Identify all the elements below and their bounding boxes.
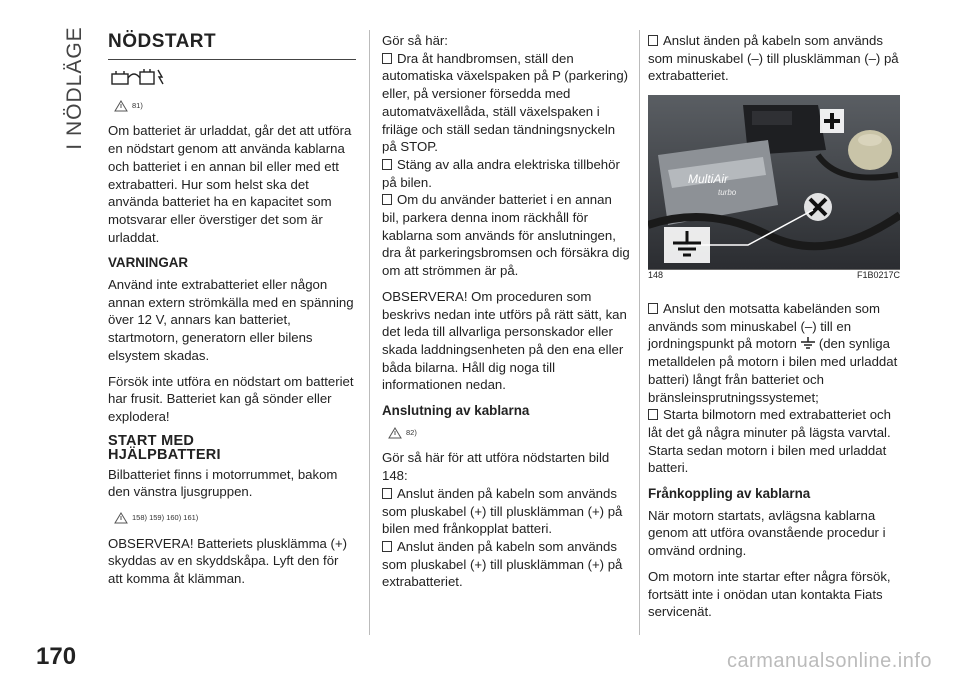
figure-brand-sub: turbo	[718, 188, 737, 197]
observera-paragraph: OBSERVERA! Batteriets plusklämma (+) skyddas av en skyddskåpa. Lyft den för att komma åt klämman.	[108, 535, 348, 587]
intro-paragraph: Om batteriet är urladdat, går det att utföra en nödstart genom att använda kablarna och batteriet i en annan bil eller med ett extrabatteri. Hur som helst ska det använda batteriet ha en kapacitet som motsvarar eller överstiger det som är urladdat.	[108, 123, 352, 245]
bullet-item	[382, 191, 630, 280]
bullet-item	[648, 300, 900, 406]
bullet-text: Anslut änden på kabeln som används som pluskabel (+) till plusklämman (+) på bilen med frånkopplat batteri.	[382, 485, 623, 537]
disconnect-paragraph: När motorn startats, avlägsna kablarna genom att utföra ovanstående procedur i omvänd ordning.	[648, 507, 886, 559]
bullet-item	[382, 538, 630, 591]
figure-brand-text: MultiAir	[688, 172, 729, 186]
warning-reference-number: 81)	[132, 100, 143, 110]
warning-reference	[114, 97, 356, 115]
bullet-item	[648, 32, 900, 85]
page-title: NÖDSTART	[108, 31, 217, 52]
checkbox-bullet-icon	[648, 409, 658, 420]
warning-reference-number: 82)	[406, 427, 417, 437]
column-3	[648, 32, 900, 85]
section-title-line-1: START MED	[108, 432, 195, 449]
title-divider	[108, 59, 356, 60]
final-paragraph: Om motorn inte startar efter några försök, fortsätt inte i onödan utan kontakta Fiats servicenät.	[648, 568, 891, 620]
chapter-side-label	[60, 18, 90, 158]
bullet-text: Stäng av alla andra elektriska tillbehör på bilen.	[382, 156, 620, 190]
ground-symbol-icon	[664, 227, 710, 263]
procedure-intro: Gör så här för att utföra nödstarten bild 148:	[382, 450, 610, 484]
battery-jump-icon	[110, 66, 356, 93]
bullet-text: Anslut änden på kabeln som används som pluskabel (+) till plusklämman (+) på extrabatteriet.	[382, 538, 623, 590]
bullet-text: Om du använder batteriet i en annan bil, parkera denna inom räckhåll för kablarna som används för anslutningen, dra åt parkeringsbromsen och försäkra dig om att strömmen är på.	[382, 192, 630, 279]
warnings-heading: VARNINGAR	[108, 255, 189, 271]
warning-triangle-icon	[114, 100, 128, 112]
disconnect-heading: Frånkoppling av kablarna	[648, 486, 811, 502]
checkbox-bullet-icon	[648, 303, 658, 314]
column-divider	[369, 30, 370, 635]
connection-heading: Anslutning av kablarna	[382, 403, 530, 419]
figure-code: F1B0217C	[856, 270, 900, 280]
column-2	[382, 32, 630, 591]
checkbox-bullet-icon	[382, 159, 392, 170]
checkbox-bullet-icon	[382, 194, 392, 205]
warnings-paragraph-2: Försök inte utföra en nödstart om batteriet har frusit. Batteriet kan gå sönder eller explodera!	[108, 373, 354, 424]
checkbox-bullet-icon	[648, 35, 658, 46]
bullet-text: Dra åt handbromsen, ställ den automatiska växelspaken på P (parkering) eller, på versioner försedda med automatväxellåda, ställ växelspaken i friläge och ställ sedan tändningsnyckeln på STOP.	[382, 50, 629, 155]
bullet-item	[648, 406, 900, 477]
intro-paragraph: Gör så här:	[382, 33, 448, 48]
bullet-item	[382, 485, 630, 538]
section-title-line-2: HJÄLPBATTERI	[108, 446, 221, 463]
column-divider	[639, 30, 640, 635]
warning-triangle-icon	[114, 512, 128, 524]
ground-symbol-icon	[799, 336, 817, 350]
column-1	[108, 32, 356, 596]
ground-point-marker-icon	[804, 193, 832, 221]
warning-reference-numbers: 158) 159) 160) 161)	[132, 513, 199, 523]
battery-location-paragraph: Bilbatteriet finns i motorrummet, bakom den vänstra ljusgruppen.	[108, 466, 338, 500]
page-number: 170	[36, 643, 77, 670]
engine-bay-figure	[648, 95, 900, 269]
checkbox-bullet-icon	[382, 541, 392, 552]
footer-watermark: carmanualsonline.info	[726, 650, 932, 672]
warnings-paragraph-1: Använd inte extrabatteriet eller någon annan extern strömkälla med en spänning över 12 V, annars kan batteriet, startmotorn, generatorn eller bilens elsystem skadas.	[108, 277, 354, 363]
bullet-text: (den synliga metalldelen på motorn i bilen med urladdat batteri) långt från batteriet och bränsleinsprutningssystemet;	[648, 336, 898, 405]
plus-terminal-icon	[820, 109, 844, 133]
warning-reference	[114, 509, 356, 527]
bullet-item	[382, 50, 630, 156]
warning-reference	[388, 424, 630, 442]
figure-number: 148	[648, 270, 664, 280]
bullet-item	[382, 156, 630, 191]
chapter-side-label-text: I NÖDLÄGE	[63, 26, 86, 150]
bullet-text: Starta bilmotorn med extrabatteriet och låt det gå några minuter på lägsta varvtal. Starta sedan motorn i bilen med urladdat batteri.	[648, 407, 891, 476]
bullet-text: Anslut den motsatta kabeländen som används som minuskabel (–) till en jordningspunkt på motorn	[648, 301, 880, 352]
checkbox-bullet-icon	[382, 53, 392, 64]
column-3-lower	[648, 300, 900, 629]
warning-triangle-icon	[388, 427, 402, 439]
observera-paragraph: OBSERVERA! Om proceduren som beskrivs nedan inte utförs på rätt sätt, kan det leda till allvarliga personskador eller skada laddningsenheten på den ena eller båda bilarna. Håll dig noga till informationen nedan.	[382, 288, 627, 393]
checkbox-bullet-icon	[382, 488, 392, 499]
bullet-text: Anslut änden på kabeln som används som minuskabel (–) till plusklämman (–) på extrabatteriet.	[648, 33, 899, 84]
section-title	[108, 434, 356, 462]
